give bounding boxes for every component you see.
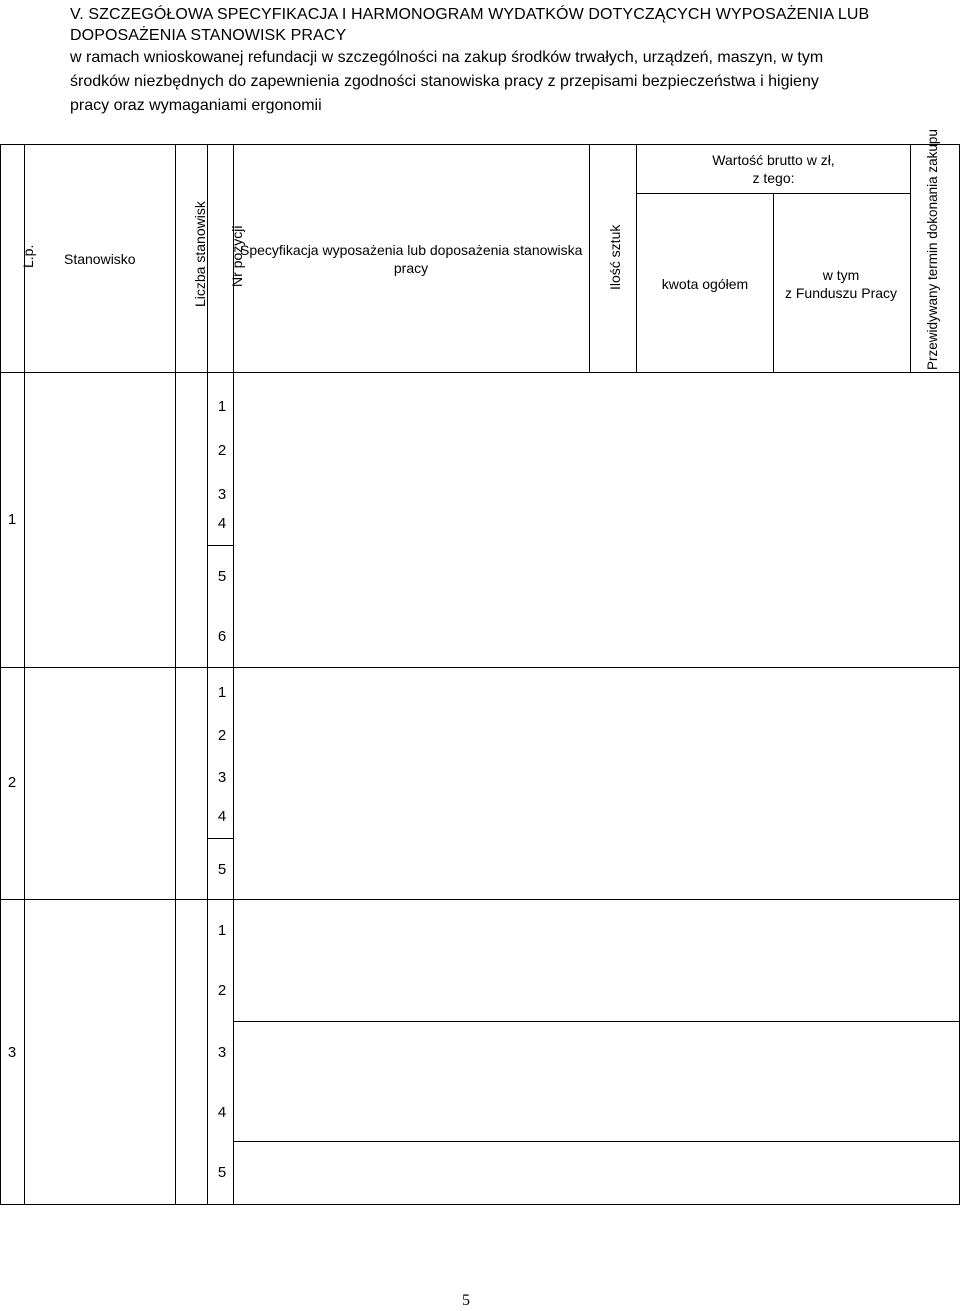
row-divider: [207, 545, 233, 546]
section-subtitle-line1: w ramach wnioskowanej refundacji w szczególności na zakup środków trwałych, urządzeń, maszyn, w tym: [70, 49, 824, 66]
col-divider-spec: [589, 144, 590, 373]
position-number: 3: [217, 769, 227, 786]
header-lp: L.p.: [20, 244, 36, 268]
row-divider: [233, 1021, 959, 1022]
header-ilosc-sztuk: Ilość sztuk: [607, 224, 623, 290]
position-number: 5: [217, 568, 227, 585]
header-w-tym-line1: w tym: [822, 267, 860, 283]
header-bottom-border: [0, 372, 959, 373]
header-nr-pozycji: Nr pozycji: [229, 225, 245, 287]
header-stanowisko: Stanowisko: [64, 251, 136, 267]
row-divider: [233, 1141, 959, 1142]
col-divider-kwota: [773, 193, 774, 373]
position-number: 2: [217, 442, 227, 459]
position-number: 1: [217, 922, 227, 939]
header-liczba-stanowisk: Liczba stanowisk: [192, 201, 208, 307]
header-specyfikacja: [240, 241, 582, 277]
header-kwota-ogolem: kwota ogółem: [661, 276, 749, 292]
col-divider-lp: [24, 144, 25, 1205]
position-number: 1: [217, 398, 227, 415]
header-w-tym: [776, 266, 906, 302]
section-title-line1: V. SZCZEGÓŁOWA SPECYFIKACJA I HARMONOGRAM WYDATKÓW DOTYCZĄCYCH WYPOSAŻENIA LUB: [70, 6, 870, 23]
table-border-top: [0, 144, 959, 145]
section-title-line2: DOPOSAŻENIA STANOWISK PRACY: [70, 27, 347, 44]
group-divider-1: [0, 667, 959, 668]
table-border-bottom: [0, 1204, 959, 1205]
header-w-tym-line2: z Funduszu Pracy: [784, 285, 898, 301]
header-specyfikacja-line2: pracy: [393, 260, 429, 276]
row-divider: [207, 838, 233, 839]
position-number: 1: [217, 684, 227, 701]
position-number: 4: [217, 808, 227, 825]
group-divider-2: [0, 899, 959, 900]
document-heading: [70, 4, 960, 118]
position-number: 3: [217, 1044, 227, 1061]
header-wartosc-line1: Wartość brutto w zł,: [712, 152, 835, 168]
group-lp-1: 1: [7, 511, 17, 528]
group-lp-3: 3: [7, 1044, 17, 1061]
header-wartosc-line2: z tego:: [752, 170, 795, 186]
position-number: 4: [217, 1104, 227, 1121]
position-number: 5: [217, 1164, 227, 1181]
col-divider-wtym: [910, 144, 911, 373]
header-wartosc-brutto: [640, 151, 907, 187]
header-termin-zakupu: Przewidywany termin dokonania zakupu: [925, 129, 940, 370]
position-number: 5: [217, 861, 227, 878]
page-number: 5: [462, 1292, 470, 1309]
position-number: 4: [217, 515, 227, 532]
col-divider-stanowisko: [175, 144, 176, 1205]
group-lp-2: 2: [7, 774, 17, 791]
section-subtitle-line2: środków niezbędnych do zapewnienia zgodności stanowiska pracy z przepisami bezpieczeństwa i higieny: [70, 73, 819, 90]
section-subtitle-line3: pracy oraz wymaganiami ergonomii: [70, 97, 322, 114]
col-divider-ilosc: [636, 144, 637, 373]
position-number: 6: [217, 628, 227, 645]
position-number: 2: [217, 982, 227, 999]
header-specyfikacja-line1: Specyfikacja wyposażenia lub doposażenia stanowiska: [240, 242, 583, 258]
position-number: 3: [217, 486, 227, 503]
position-number: 2: [217, 727, 227, 744]
